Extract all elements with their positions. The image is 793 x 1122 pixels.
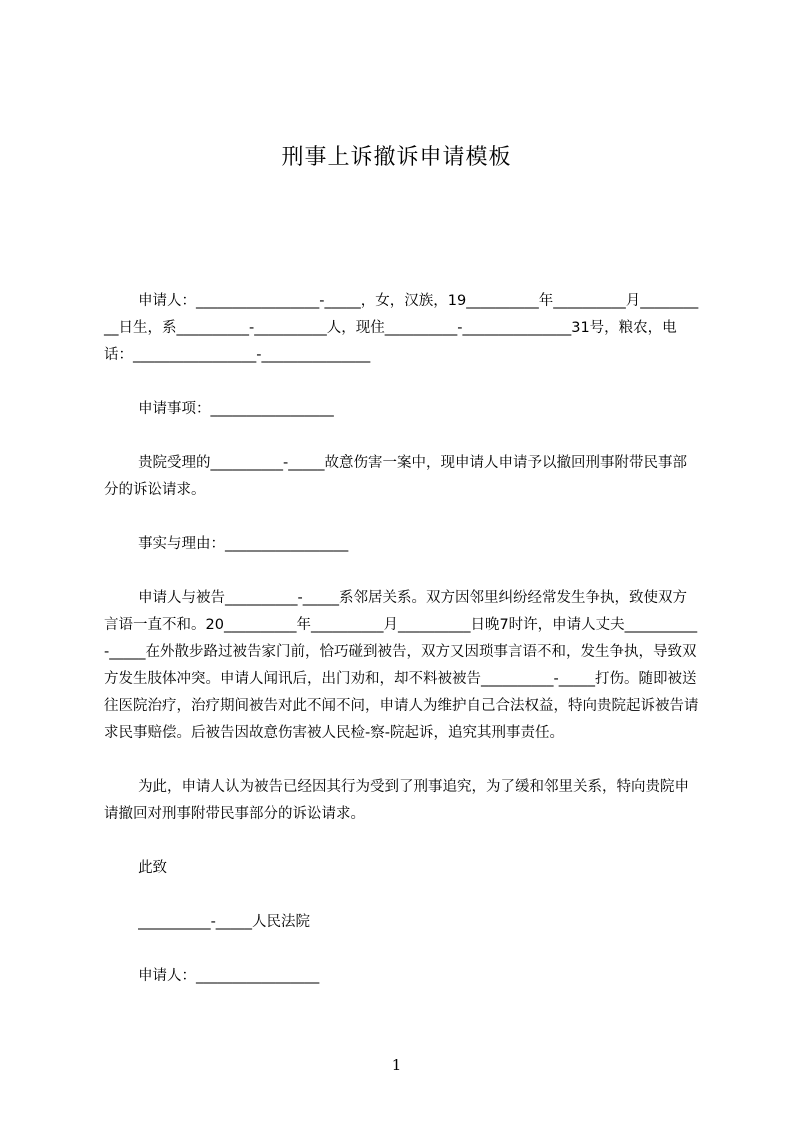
page-number: 1 <box>391 1056 402 1074</box>
paragraph-spacer <box>104 558 700 585</box>
paragraph-spacer <box>104 828 700 855</box>
paragraph-spacer <box>104 423 700 450</box>
facts-reasons-heading: 事实与理由：_________________ <box>138 536 349 552</box>
document-title: 刑事上诉撤诉申请模板 <box>281 145 512 170</box>
applicant-info-paragraph: 申请人：_________________-_____，女，汉族，19__________年__________月__________日生，系__________-__________人，现住__________-_______________31号，粮农，电话：_________________-_______________ <box>104 293 699 363</box>
paragraph-spacer <box>104 882 700 909</box>
paragraph-spacer <box>104 369 700 396</box>
withdrawal-request-paragraph: 贵院受理的__________-_____故意伤害一案中，现申请人申请予以撤回刑事附带民事部分的诉讼请求。 <box>104 455 688 498</box>
salutation: 此致 <box>138 860 168 876</box>
facts-paragraph: 申请人与被告__________-_____系邻居关系。双方因邻里纠纷经常发生争执，致使双方言语一直不和。20__________年__________月__________日晚7时许，申请人丈夫__________-_____在外散步路过被告家门前，恰巧碰到被告，双方又因琐事言语不和，发生争执，导致双方发生肢体冲突。申请人闻讯后，出门劝和，却不料被被告__________-_____打伤。随即被送往医院治疗，治疗期间被告对此不闻不问，申请人为维护自己合法权益，特向贵院起诉被告请求民事赔偿。后被告因故意伤害被人民检-察-院起诉，追究其刑事责任。 <box>104 590 699 741</box>
document-body <box>104 288 700 990</box>
application-matters-paragraph: 申请事项：_________________ <box>138 401 334 417</box>
paragraph-spacer <box>104 936 700 963</box>
paragraph-spacer <box>104 504 700 531</box>
signature-line: 申请人：_________________ <box>138 968 320 984</box>
paragraph-spacer <box>104 747 700 774</box>
court-name-line: __________-_____人民法院 <box>138 914 311 930</box>
conclusion-paragraph: 为此，申请人认为被告已经因其行为受到了刑事追究，为了缓和邻里关系，特向贵院申请撤回对刑事附带民事部分的诉讼请求。 <box>104 779 690 822</box>
